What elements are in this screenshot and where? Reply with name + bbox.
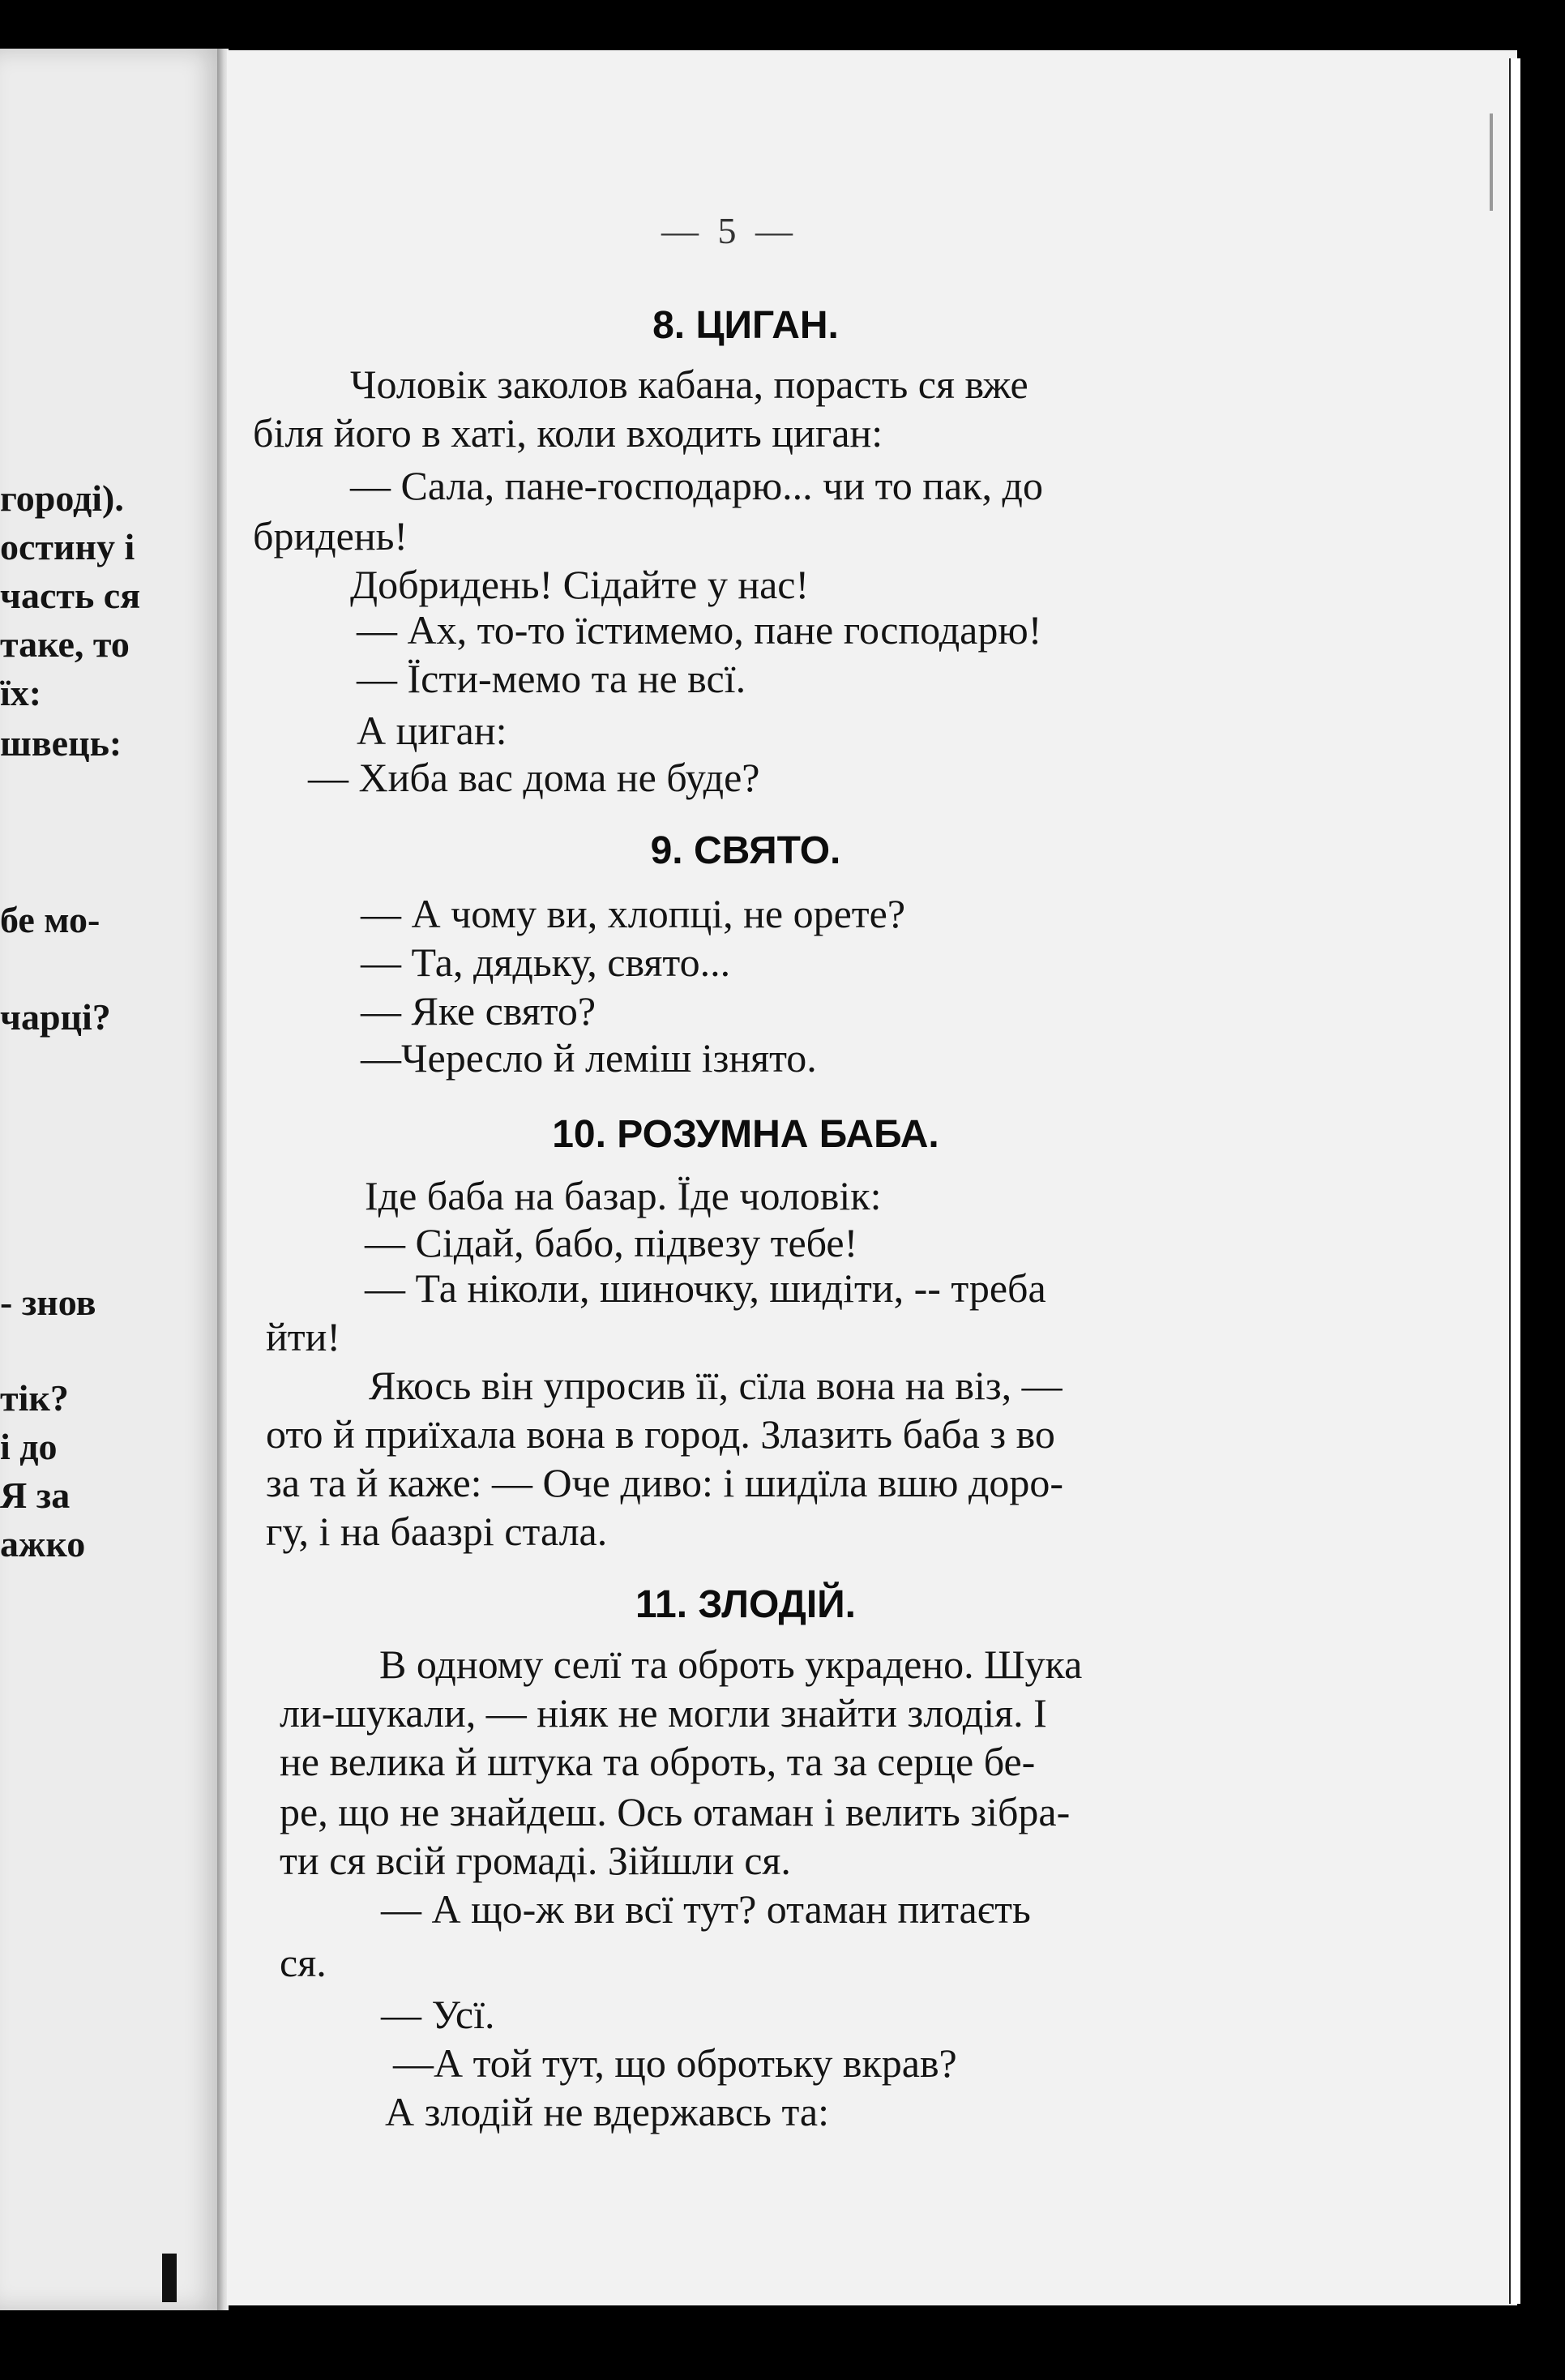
text-line: Чоловік заколов кабана, порасть ся вже bbox=[350, 362, 1028, 407]
text-line: йти! bbox=[266, 1314, 341, 1359]
text-line: — Та, дядьку, свято... bbox=[361, 940, 731, 985]
section-heading: 9. СВЯТО. bbox=[650, 829, 841, 872]
left-fragment: городі). bbox=[0, 477, 124, 519]
text-line: за та й каже: — Оче диво: і шидїла вшю доро- bbox=[266, 1460, 1064, 1505]
scan-mark bbox=[162, 2254, 177, 2302]
text-line: — Хиба вас дома не буде? bbox=[308, 755, 760, 800]
text-line: —А той тут, що обротьку вкрав? bbox=[393, 2040, 957, 2086]
text-line: —Чересло й леміш ізнято. bbox=[361, 1035, 817, 1081]
left-fragment: їх: bbox=[0, 672, 42, 713]
text-line: — Ах, то-то їстимемо, пане господарю! bbox=[357, 607, 1042, 653]
left-page bbox=[0, 49, 223, 2310]
page-edge bbox=[1509, 58, 1520, 2304]
text-line: ре, що не знайдеш. Ось отаман і велить зібра- bbox=[280, 1789, 1071, 1834]
section-heading: 8. ЦИГАН. bbox=[652, 304, 839, 347]
text-line: А циган: bbox=[357, 708, 507, 753]
left-fragment: - знов bbox=[0, 1282, 96, 1323]
text-line: Добридень! Сідайте у нас! bbox=[350, 562, 810, 607]
left-fragment: ажко bbox=[0, 1523, 86, 1565]
text-line: — Яке свято? bbox=[361, 988, 596, 1034]
section-heading: 10. РОЗУМНА БАБА. bbox=[552, 1113, 939, 1156]
left-fragment: бе мо- bbox=[0, 899, 100, 940]
text-line: бридень! bbox=[253, 513, 408, 559]
left-fragment: часть ся bbox=[0, 575, 141, 616]
text-line: — Сала, пане-господарю... чи то пак, до bbox=[350, 463, 1043, 508]
text-line: гу, і на баазрі стала. bbox=[266, 1509, 608, 1554]
text-line: — Їсти-мемо та не всї. bbox=[357, 656, 746, 701]
left-fragment: Я за bbox=[0, 1475, 71, 1516]
text-line: Якось він упросив її, сїла вона на віз, — bbox=[369, 1363, 1063, 1408]
left-fragment: і до bbox=[0, 1426, 58, 1467]
text-line: ся. bbox=[280, 1940, 327, 1985]
scan-mark bbox=[1490, 113, 1493, 211]
text-line: — А чому ви, хлопці, не орете? bbox=[361, 891, 906, 936]
text-line: не велика й штука та оброть, та за серце бе- bbox=[280, 1739, 1036, 1784]
text-line: — Та ніколи, шиночку, шидіти, -- треба bbox=[365, 1265, 1046, 1311]
left-fragment: швець: bbox=[0, 722, 122, 764]
left-fragment: остину і bbox=[0, 526, 135, 567]
left-fragment: тік? bbox=[0, 1377, 69, 1419]
text-line: ли-шукали, — ніяк не могли знайти злодія. І bbox=[280, 1690, 1047, 1736]
text-line: біля його в хаті, коли входить циган: bbox=[253, 410, 883, 456]
text-line: В одному селї та оброть украдено. Шука bbox=[379, 1642, 1083, 1687]
text-line: — Сідай, бабо, підвезу тебе! bbox=[365, 1220, 858, 1265]
page-number: — 5 — bbox=[661, 210, 797, 251]
text-line: Іде баба на базар. Їде чоловік: bbox=[365, 1173, 882, 1218]
text-line: ти ся всій громаді. Зійшли ся. bbox=[280, 1838, 791, 1883]
text-line: ото й приїхала вона в город. Злазить баба з во bbox=[266, 1411, 1055, 1457]
left-fragment: таке, то bbox=[0, 623, 130, 665]
text-line: — А що-ж ви всї тут? отаман питаєть bbox=[381, 1886, 1031, 1932]
left-fragment: чарці? bbox=[0, 996, 111, 1038]
text-line: А злодій не вдержавсь та: bbox=[385, 2089, 829, 2134]
text-line: — Усї. bbox=[381, 1992, 495, 2037]
section-heading: 11. ЗЛОДІЙ. bbox=[635, 1583, 857, 1626]
